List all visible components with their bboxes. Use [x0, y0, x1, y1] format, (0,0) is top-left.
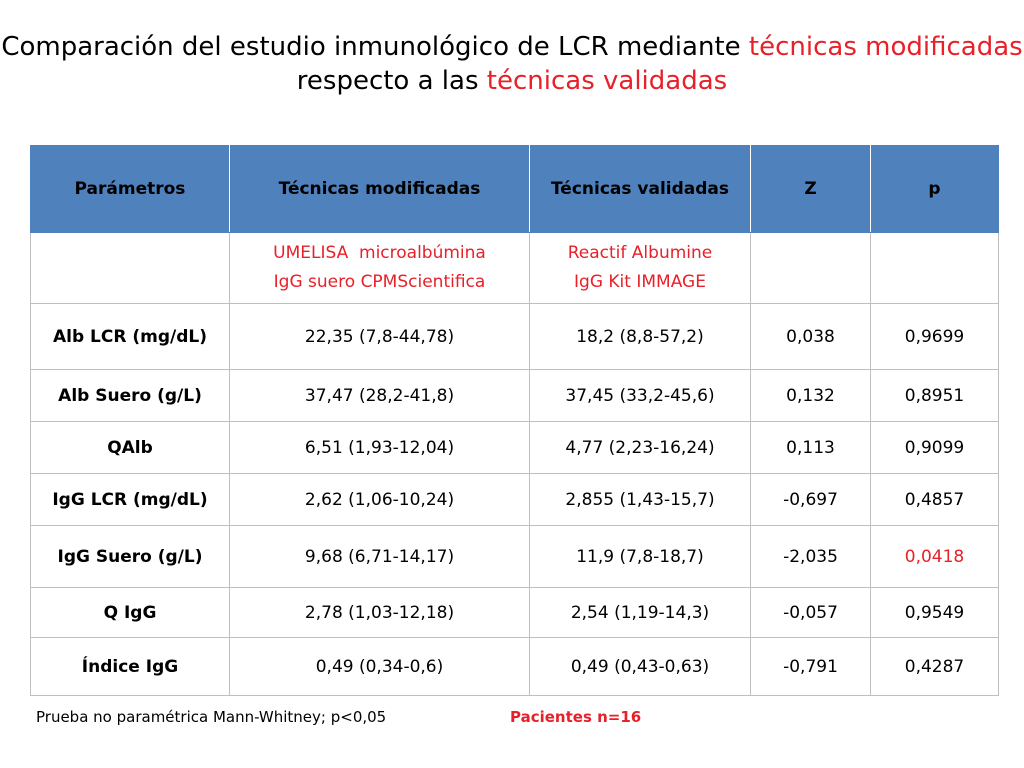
- modified-method-line2: IgG suero CPMScientifica: [273, 272, 486, 292]
- param-cell: Q IgG: [31, 588, 230, 638]
- header-z: Z: [751, 146, 871, 233]
- p-value-cell: 0,0418: [871, 526, 999, 588]
- param-cell: IgG LCR (mg/dL): [31, 474, 230, 526]
- p-value-cell: 0,4287: [871, 638, 999, 696]
- param-cell: QAlb: [31, 422, 230, 474]
- validated-value-cell: 2,54 (1,19-14,3): [530, 588, 751, 638]
- z-value-cell: -2,035: [751, 526, 871, 588]
- table-row: [31, 370, 999, 422]
- modified-value-cell: 9,68 (6,71-14,17): [230, 526, 530, 588]
- modified-value-cell: 2,78 (1,03-12,18): [230, 588, 530, 638]
- table-row: [31, 526, 999, 588]
- validated-method-line2: IgG Kit IMMAGE: [574, 272, 706, 292]
- title-part2: respecto a las: [296, 66, 487, 96]
- footnote-patients: Pacientes n=16: [510, 708, 642, 726]
- methods-empty-cell: [31, 233, 230, 304]
- z-value-cell: 0,113: [751, 422, 871, 474]
- p-value-cell: 0,9549: [871, 588, 999, 638]
- title-part1: Comparación del estudio inmunológico de LCR mediante: [1, 32, 749, 62]
- modified-methods-cell: [230, 233, 530, 304]
- table-row: [31, 474, 999, 526]
- p-value-cell: 0,9099: [871, 422, 999, 474]
- methods-row: [31, 233, 999, 304]
- param-cell: Índice IgG: [31, 638, 230, 696]
- modified-value-cell: 22,35 (7,8-44,78): [230, 304, 530, 370]
- table-row: [31, 638, 999, 696]
- table-row: [31, 588, 999, 638]
- modified-value-cell: 0,49 (0,34-0,6): [230, 638, 530, 696]
- param-cell: Alb LCR (mg/dL): [31, 304, 230, 370]
- table-header-row: [31, 146, 999, 233]
- header-tecnicas-modificadas: Técnicas modificadas: [230, 146, 530, 233]
- header-p: p: [871, 146, 999, 233]
- z-value-cell: -0,697: [751, 474, 871, 526]
- validated-method-line1: Reactif Albumine: [567, 243, 713, 263]
- param-cell: Alb Suero (g/L): [31, 370, 230, 422]
- table-row: [31, 422, 999, 474]
- validated-value-cell: 2,855 (1,43-15,7): [530, 474, 751, 526]
- validated-methods-cell: [530, 233, 751, 304]
- footnote-statistical-test: Prueba no paramétrica Mann-Whitney; p<0,05: [36, 708, 387, 726]
- z-value-cell: -0,791: [751, 638, 871, 696]
- methods-empty-cell: [871, 233, 999, 304]
- modified-value-cell: 37,47 (28,2-41,8): [230, 370, 530, 422]
- header-tecnicas-validadas: Técnicas validadas: [530, 146, 751, 233]
- validated-value-cell: 0,49 (0,43-0,63): [530, 638, 751, 696]
- validated-value-cell: 37,45 (33,2-45,6): [530, 370, 751, 422]
- methods-empty-cell: [751, 233, 871, 304]
- param-cell: IgG Suero (g/L): [31, 526, 230, 588]
- z-value-cell: 0,132: [751, 370, 871, 422]
- title-highlight-modified: técnicas modificadas: [748, 32, 1023, 62]
- z-value-cell: -0,057: [751, 588, 871, 638]
- validated-value-cell: 11,9 (7,8-18,7): [530, 526, 751, 588]
- z-value-cell: 0,038: [751, 304, 871, 370]
- header-parametros: Parámetros: [31, 146, 230, 233]
- validated-value-cell: 18,2 (8,8-57,2): [530, 304, 751, 370]
- results-table: [30, 145, 999, 696]
- slide-title: [0, 30, 1024, 98]
- p-value-cell: 0,8951: [871, 370, 999, 422]
- modified-value-cell: 2,62 (1,06-10,24): [230, 474, 530, 526]
- title-highlight-validated: técnicas validadas: [486, 66, 728, 96]
- modified-value-cell: 6,51 (1,93-12,04): [230, 422, 530, 474]
- table-row: [31, 304, 999, 370]
- p-value-cell: 0,4857: [871, 474, 999, 526]
- p-value-cell: 0,9699: [871, 304, 999, 370]
- modified-method-line1: UMELISA microalbúmina: [273, 243, 486, 263]
- validated-value-cell: 4,77 (2,23-16,24): [530, 422, 751, 474]
